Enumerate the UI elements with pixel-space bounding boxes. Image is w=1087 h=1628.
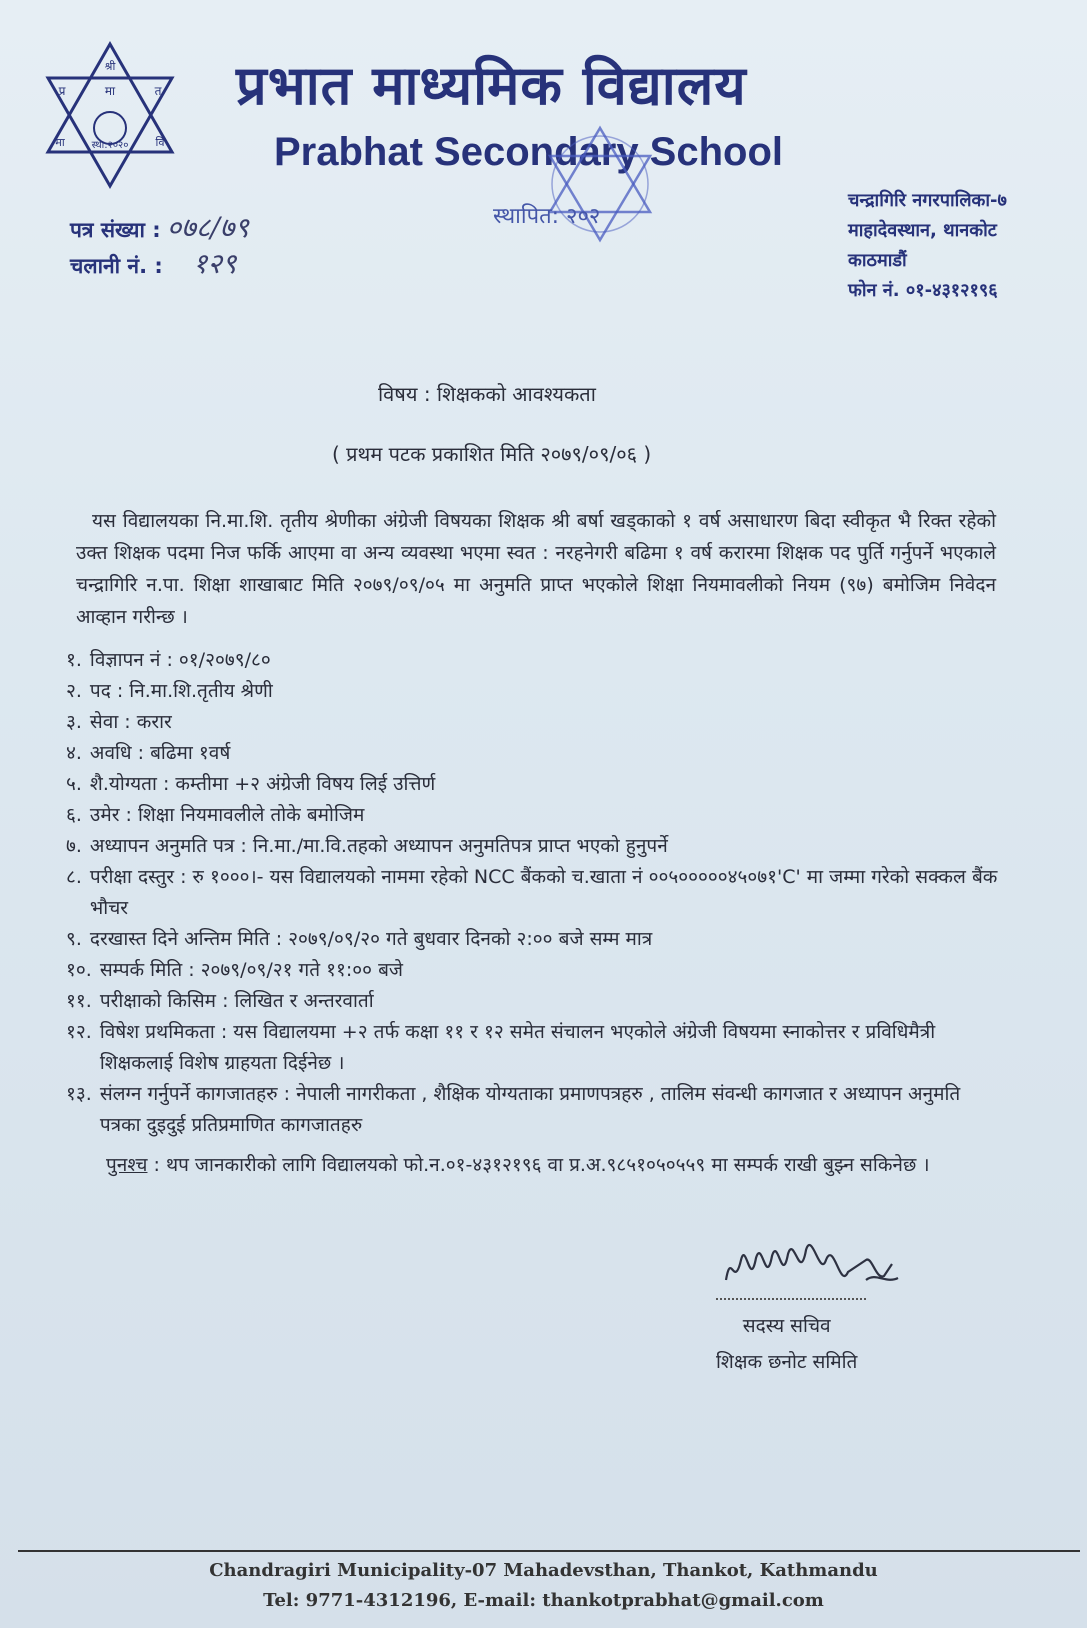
signatory-block (716, 1308, 857, 1380)
postscript-text: : थप जानकारीको लागि विद्यालयको फो.न.०१-४३१२१९६ वा प्र.अ.९८५१०५०५५९ मा सम्पर्क राखी बुझ्न सकिनेछ । (147, 1154, 930, 1176)
address-line: काठमाडौं (848, 250, 907, 271)
school-emblem-star-icon (40, 40, 180, 190)
item-number: १. (66, 649, 82, 671)
dispatch-number-label: चलानी नं. : (70, 254, 163, 278)
list-item (66, 1079, 1006, 1141)
logo-text-mid: मा (104, 84, 116, 98)
list-item (66, 738, 1006, 769)
item-text: विज्ञापन नं : ०१/२०७९/८० (89, 649, 271, 671)
letter-number-row (70, 210, 249, 246)
item-number: १३. (66, 1083, 92, 1105)
item-number: ५. (66, 773, 82, 795)
list-item (66, 800, 1006, 831)
school-name-english: Prabhat Secondary School (274, 130, 784, 174)
item-number: ७. (66, 835, 82, 857)
address-line: माहादेवस्थान, थानकोट (848, 220, 997, 241)
list-item (66, 986, 1006, 1017)
item-text: सम्पर्क मिति : २०७९/०९/२१ गते ११:०० बजे (99, 959, 404, 981)
list-item (66, 924, 1006, 955)
established-year: स्थापित: २०२ (493, 204, 601, 229)
logo-text-left: प्र (58, 84, 66, 98)
logo-text-top: श्री (104, 60, 116, 73)
requirements-list (66, 645, 1006, 1141)
item-number: ६. (66, 804, 82, 826)
logo-text-bl: मा (55, 136, 65, 149)
item-text: अध्यापन अनुमति पत्र : नि.मा./मा.वि.तहको अध्यापन अनुमतिपत्र प्राप्त भएको हुनुपर्ने (89, 835, 668, 857)
school-stamp-icon (520, 120, 680, 260)
list-item (66, 1017, 1006, 1079)
item-text: उमेर : शिक्षा नियमावलीले तोके बमोजिम (89, 804, 365, 826)
footer (0, 1556, 1087, 1616)
address-line: चन्द्रागिरि नगरपालिका-७ (848, 190, 1007, 211)
item-number: ९. (66, 928, 82, 950)
notice-body: यस विद्यालयका नि.मा.शि. तृतीय श्रेणीका अंग्रेजी विषयका शिक्षक श्री बर्षा खड्काको १ वर्ष असाधारण बिदा स्वीकृत भै रिक्त रहेको उक्त शिक्षक पदमा निज फर्कि आएमा वा अन्य व्यवस्था भएमा स्वत : नरहनेगरी बढिमा १ वर्ष करारमा शिक्षक पद पुर्ति गर्नुपर्ने भएकाले चन्द्रागिरि न.पा. शिक्षा शाखाबाट मिति २०७९/०९/०५ मा अनुमति प्राप्त भएकोले शिक्षा नियमावलीको नियम (९७) बमोजिम निवेदन आव्हान गरीन्छ । (76, 510, 996, 628)
list-item (66, 955, 1006, 986)
item-text: सेवा : करार (89, 711, 172, 733)
item-text: परीक्षाको किसिम : लिखित र अन्तरवार्ता (99, 990, 374, 1012)
list-item (66, 862, 1006, 924)
dispatch-number-value: १२९ (192, 247, 237, 280)
item-number: ११. (66, 990, 92, 1012)
reference-block (70, 210, 249, 282)
footer-divider (18, 1550, 1080, 1552)
item-text: पद : नि.मा.शि.तृतीय श्रेणी (89, 680, 273, 702)
logo-text-right: त (154, 84, 162, 98)
logo-text-bottom: स्था:२०२० (91, 140, 129, 151)
item-text: अवधि : बढिमा १वर्ष (89, 742, 231, 764)
letter-number-label: पत्र संख्या : (70, 218, 161, 242)
subject-line: विषय : शिक्षकको आवश्यकता (378, 382, 596, 406)
address-phone: फोन नं. ०१-४३१२१९६ (848, 280, 998, 301)
item-number: २. (66, 680, 82, 702)
letter-number-value: ०७८/७९ (166, 211, 249, 244)
list-item (66, 769, 1006, 800)
signatory-committee: शिक्षक छनोट समिति (716, 1351, 858, 1373)
list-item (66, 707, 1006, 738)
item-number: १२. (66, 1021, 92, 1043)
publication-date: ( प्रथम पटक प्रकाशित मिति २०७९/०९/०६ ) (332, 442, 652, 466)
school-name-nepali: प्रभात माध्यमिक विद्यालय (236, 54, 747, 117)
list-item (66, 645, 1006, 676)
signatory-title: सदस्य सचिव (742, 1315, 831, 1337)
item-text: दरखास्त दिने अन्तिम मिति : २०७९/०९/२० गते बुधवार दिनको २:०० बजे सम्म मात्र (89, 928, 653, 950)
item-text: विषेश प्रथमिकता : यस विद्यालयमा +२ तर्फ कक्षा ११ र १२ समेत संचालन भएकोले अंग्रेजी विषयमा स्नाकोत्तर र प्रविधिमैत्री शिक्षकलाई विशेष ग्राहयता दिईनेछ । (99, 1021, 936, 1074)
footer-address: Chandragiri Municipality-07 Mahadevsthan, Thankot, Kathmandu (209, 1560, 878, 1581)
postscript-label: पुनश्च (106, 1154, 148, 1176)
list-item (66, 676, 1006, 707)
signature-line (716, 1298, 866, 1300)
item-text: शै.योग्यता : कम्तीमा +२ अंग्रेजी विषय लिई उत्तिर्ण (89, 773, 436, 795)
handwritten-signature-icon (716, 1220, 916, 1310)
logo-text-br: वि (155, 136, 165, 149)
item-number: ८. (66, 866, 82, 888)
dispatch-number-row (70, 246, 249, 282)
item-number: ४. (66, 742, 82, 764)
postscript (106, 1150, 986, 1181)
school-address (848, 186, 1007, 306)
list-item (66, 831, 1006, 862)
item-text: परीक्षा दस्तुर : रु १०००।- यस विद्यालयको नाममा रहेको NCC बैंकको च.खाता नं ००५०००००४५०७१'C' मा जम्मा गरेको सक्कल बैंक भौचर (89, 866, 998, 919)
item-number: १०. (66, 959, 92, 981)
item-text: संलग्न गर्नुपर्ने कागजातहरु : नेपाली नागरीकता , शैक्षिक योग्यताका प्रमाणपत्रहरु , तालिम संवन्धी कागजात र अध्यापन अनुमति पत्रका दुइदुई प्रतिप्रमाणित कागजातहरु (99, 1083, 961, 1136)
item-number: ३. (66, 711, 82, 733)
footer-contact: Tel: 9771-4312196, E-mail: thankotprabhat@gmail.com (263, 1590, 824, 1611)
